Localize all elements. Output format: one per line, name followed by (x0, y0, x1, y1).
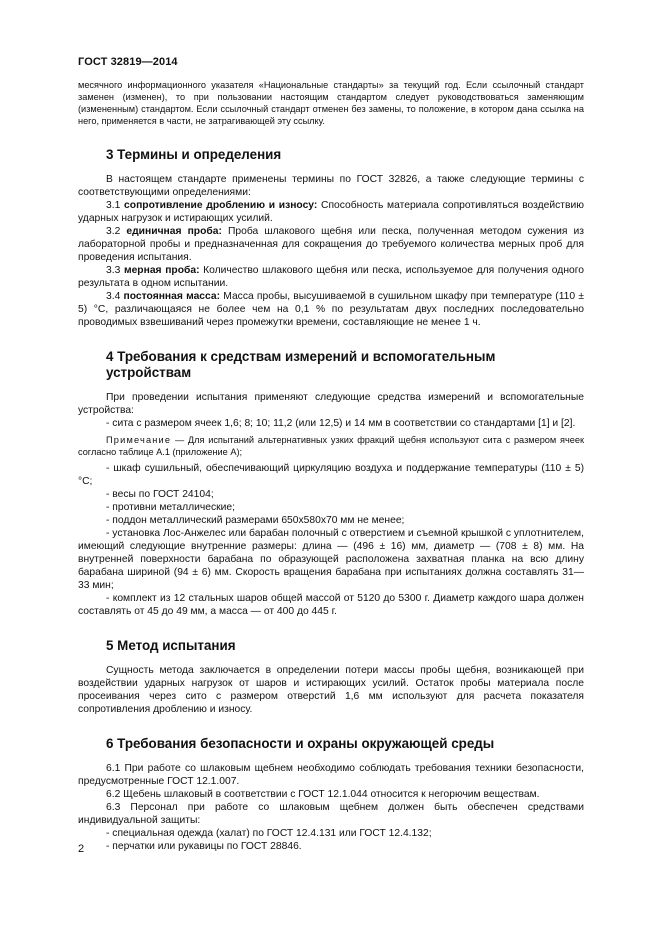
term-name: сопротивление дроблению и износу: (124, 200, 318, 211)
term-3-1 (78, 199, 584, 225)
term-3-3 (78, 264, 584, 290)
list-item: - специальная одежда (халат) по ГОСТ 12.4.131 или ГОСТ 12.4.132; (106, 828, 432, 839)
sieves-item: - сита с размером ячеек 1,6; 8; 10; 11,2 (или 12,5) и 14 мм в соответствии со стандартами [1] и [2]. (106, 418, 576, 429)
term-number: 3.2 (106, 226, 121, 237)
term-number: 3.4 (106, 291, 121, 302)
page-body (78, 79, 584, 853)
page-number: 2 (78, 843, 85, 855)
section-5-text: Сущность метода заключается в определении потери массы пробы щебня, возникающей при воздействии ударных нагрузок от шаров и истирающих усилий. Остаток пробы материала после просеивания через сито с размером отверстий 1,6 мм используют для расчета показателя сопротивления дроблению и износу. (78, 665, 584, 715)
list-item: - установка Лос-Анжелес или барабан полочный с отверстием и съемной крышкой с уплотнителем, имеющий следующие внутренние размеры: длина — (496 ± 16) мм, диаметр — (708 ± 8) мм. На внутренней поверхности барабана по образующей расположена захватная планка на всю длину барабана шириной (94 ± 6) мм. Скорость вращения барабана при испытаниях должна составлять 31—33 мин; (78, 528, 584, 591)
list-item: 6.1 При работе со шлаковым щебнем необходимо соблюдать требования техники безопасности, предусмотренные ГОСТ 12.1.007. (78, 763, 584, 787)
list-item: 6.3 Персонал при работе со шлаковым щебнем должен быть обеспечен средствами индивидуальной защиты: (78, 802, 584, 826)
list-item: - перчатки или рукавицы по ГОСТ 28846. (106, 841, 302, 852)
term-definition: Масса пробы, высушиваемой в сушильном шкафу при температуре (110 ± 5) °С, различающаяся не более чем на 0,1 % по результатам двух последних последовательно проводимых взвешиваний через промежутки времени, составляющие не менее 1 ч. (78, 291, 584, 328)
term-name: мерная проба: (123, 265, 200, 276)
note-text: — Для испытаний альтернативных узких фракций щебня используют сита с размером ячеек согласно таблице А.1 (приложение А); (78, 435, 584, 457)
section-3-intro: В настоящем стандарте применены термины по ГОСТ 32826, а также следующие термины с соответствующими определениями: (78, 174, 584, 198)
term-name: постоянная масса: (123, 291, 221, 302)
list-item: 6.2 Щебень шлаковый в соответствии с ГОСТ 12.1.044 относится к негорючим веществам. (106, 789, 540, 800)
note (78, 434, 584, 458)
list-item: - поддон металлический размерами 650х580х70 мм не менее; (106, 515, 405, 526)
term-name: единичная проба: (126, 226, 222, 237)
term-definition: Проба шлакового щебня или песка, полученная методом сужения из лабораторной пробы и предназначенная для сокращения до требуемого количества мерных проб для проведения испытания. (78, 226, 584, 263)
section-6-title: 6 Требования безопасности и охраны окружающей среды (106, 736, 495, 751)
term-definition: Количество шлакового щебня или песка, используемое для получения одного результата в одном испытании. (78, 265, 584, 289)
section-4-intro: При проведении испытания применяют следующие средства измерений и вспомогательные устройства: (78, 392, 584, 416)
term-definition: Способность материала сопротивляться воздействию ударных нагрузок и истирающих усилий. (78, 200, 584, 224)
list-item: - шкаф сушильный, обеспечивающий циркуляцию воздуха и поддержание температуры (110 ± 5) °С; (78, 463, 584, 487)
note-label: Примечание (106, 435, 172, 445)
term-number: 3.1 (106, 200, 121, 211)
intro-paragraph: месячного информационного указателя «Национальные стандарты» за текущий год. Если ссылочный стандарт заменен (изменен), то при пользовании настоящим стандартом следует руководствоваться заменяющим (измененным) стандартом. Если ссылочный стандарт отменен без замены, то положение, в котором дана ссылка на него, применяется в части, не затрагивающей эту ссылку. (78, 80, 584, 126)
list-item: - комплект из 12 стальных шаров общей массой от 5120 до 5300 г. Диаметр каждого шара должен составлять от 45 до 49 мм, а масса — от 400 до 445 г. (78, 593, 584, 617)
section-5-title: 5 Метод испытания (106, 638, 236, 653)
term-3-4 (78, 290, 584, 329)
document-header: ГОСТ 32819—2014 (78, 56, 178, 68)
section-3-title: 3 Термины и определения (106, 147, 282, 162)
list-item: - весы по ГОСТ 24104; (106, 489, 214, 500)
term-3-2 (78, 225, 584, 264)
section-4-title: 4 Требования к средствам измерений и вспомогательным устройствам (106, 349, 496, 380)
list-item: - противни металлические; (106, 502, 235, 513)
term-number: 3.3 (106, 265, 121, 276)
